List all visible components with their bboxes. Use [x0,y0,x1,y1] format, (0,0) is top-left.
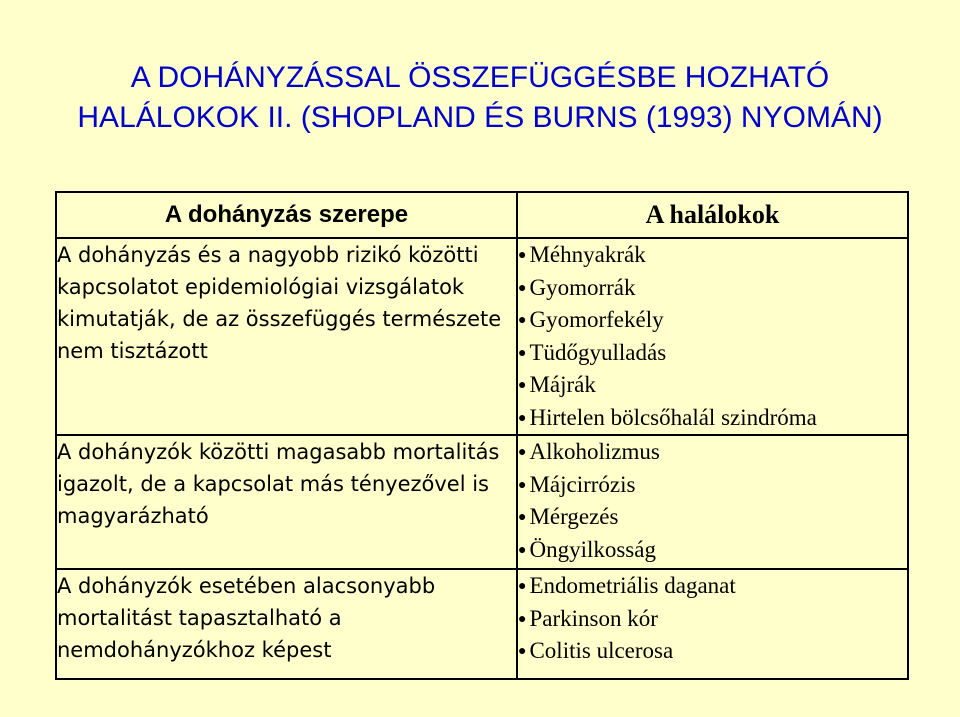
causes-cell [517,238,908,435]
role-cell: A dohányzók közötti magasabb mortalitás igazolt, de a kapcsolat más tényezővel is magyarázható [56,435,517,569]
causes-cell [517,435,908,569]
bullet-icon: ● [518,280,527,296]
table-row [56,435,908,569]
bullet-icon: ● [518,477,527,493]
page-title [0,58,960,138]
role-cell: A dohányzás és a nagyobb rizikó közötti kapcsolatot epidemiológiai vizsgálatok kimutatják, de az összefüggés természete nem tisztázott [56,238,517,435]
list-item [518,304,907,337]
list-item [518,469,907,502]
title-line-2: HALÁLOKOK II. (SHOPLAND ÉS BURNS (1993) NYOMÁN) [77,101,883,134]
bullet-icon: ● [518,611,527,627]
mortality-table [55,191,909,680]
role-cell: A dohányzók esetében alacsonyabb mortalitást tapasztalható a nemdohányzókhoz képest [56,569,517,679]
bullet-icon: ● [518,445,527,460]
list-item [518,369,907,402]
list-item [518,436,907,469]
cause-label: Tüdőgyulladás [529,339,667,365]
title-line-1: A DOHÁNYZÁSSAL ÖSSZEFÜGGÉSBE HOZHATÓ [130,61,830,94]
bullet-icon: ● [518,313,527,328]
list-item [518,239,907,272]
bullet-icon: ● [518,378,527,393]
cause-label: Gyomorfekély [529,307,664,332]
cause-label: Mérgezés [529,504,619,529]
table-row [56,238,908,435]
bullet-icon: ● [518,542,527,558]
cause-label: Méhnyakrák [529,242,646,267]
causes-cell [517,569,908,679]
bullet-icon: ● [518,510,527,525]
bullet-icon: ● [518,345,527,361]
cause-label: Májcirrózis [529,471,636,497]
table-row [56,569,908,679]
list-item [518,272,907,305]
causes-list [518,436,907,566]
list-item [518,570,907,603]
causes-list [518,570,907,668]
list-item [518,402,907,435]
bullet-icon: ● [518,579,527,594]
list-item [518,337,907,370]
cause-label: Parkinson kór [529,605,658,631]
header-causes: A halálokok [517,192,908,238]
cause-label: Gyomorrák [529,274,636,300]
bullet-icon: ● [518,410,527,426]
cause-label: Öngyilkosság [529,536,656,562]
causes-list [518,239,907,434]
list-item [518,501,907,534]
cause-label: Endometriális daganat [529,573,736,598]
list-item [518,534,907,567]
cause-label: Hirtelen bölcsőhalál szindróma [529,404,817,430]
cause-label: Colitis ulcerosa [529,638,674,663]
list-item [518,635,907,668]
bullet-icon: ● [518,248,527,263]
list-item [518,603,907,636]
cause-label: Alkoholizmus [529,439,660,464]
header-role: A dohányzás szerepe [56,192,517,238]
bullet-icon: ● [518,644,527,659]
cause-label: Májrák [529,372,596,397]
